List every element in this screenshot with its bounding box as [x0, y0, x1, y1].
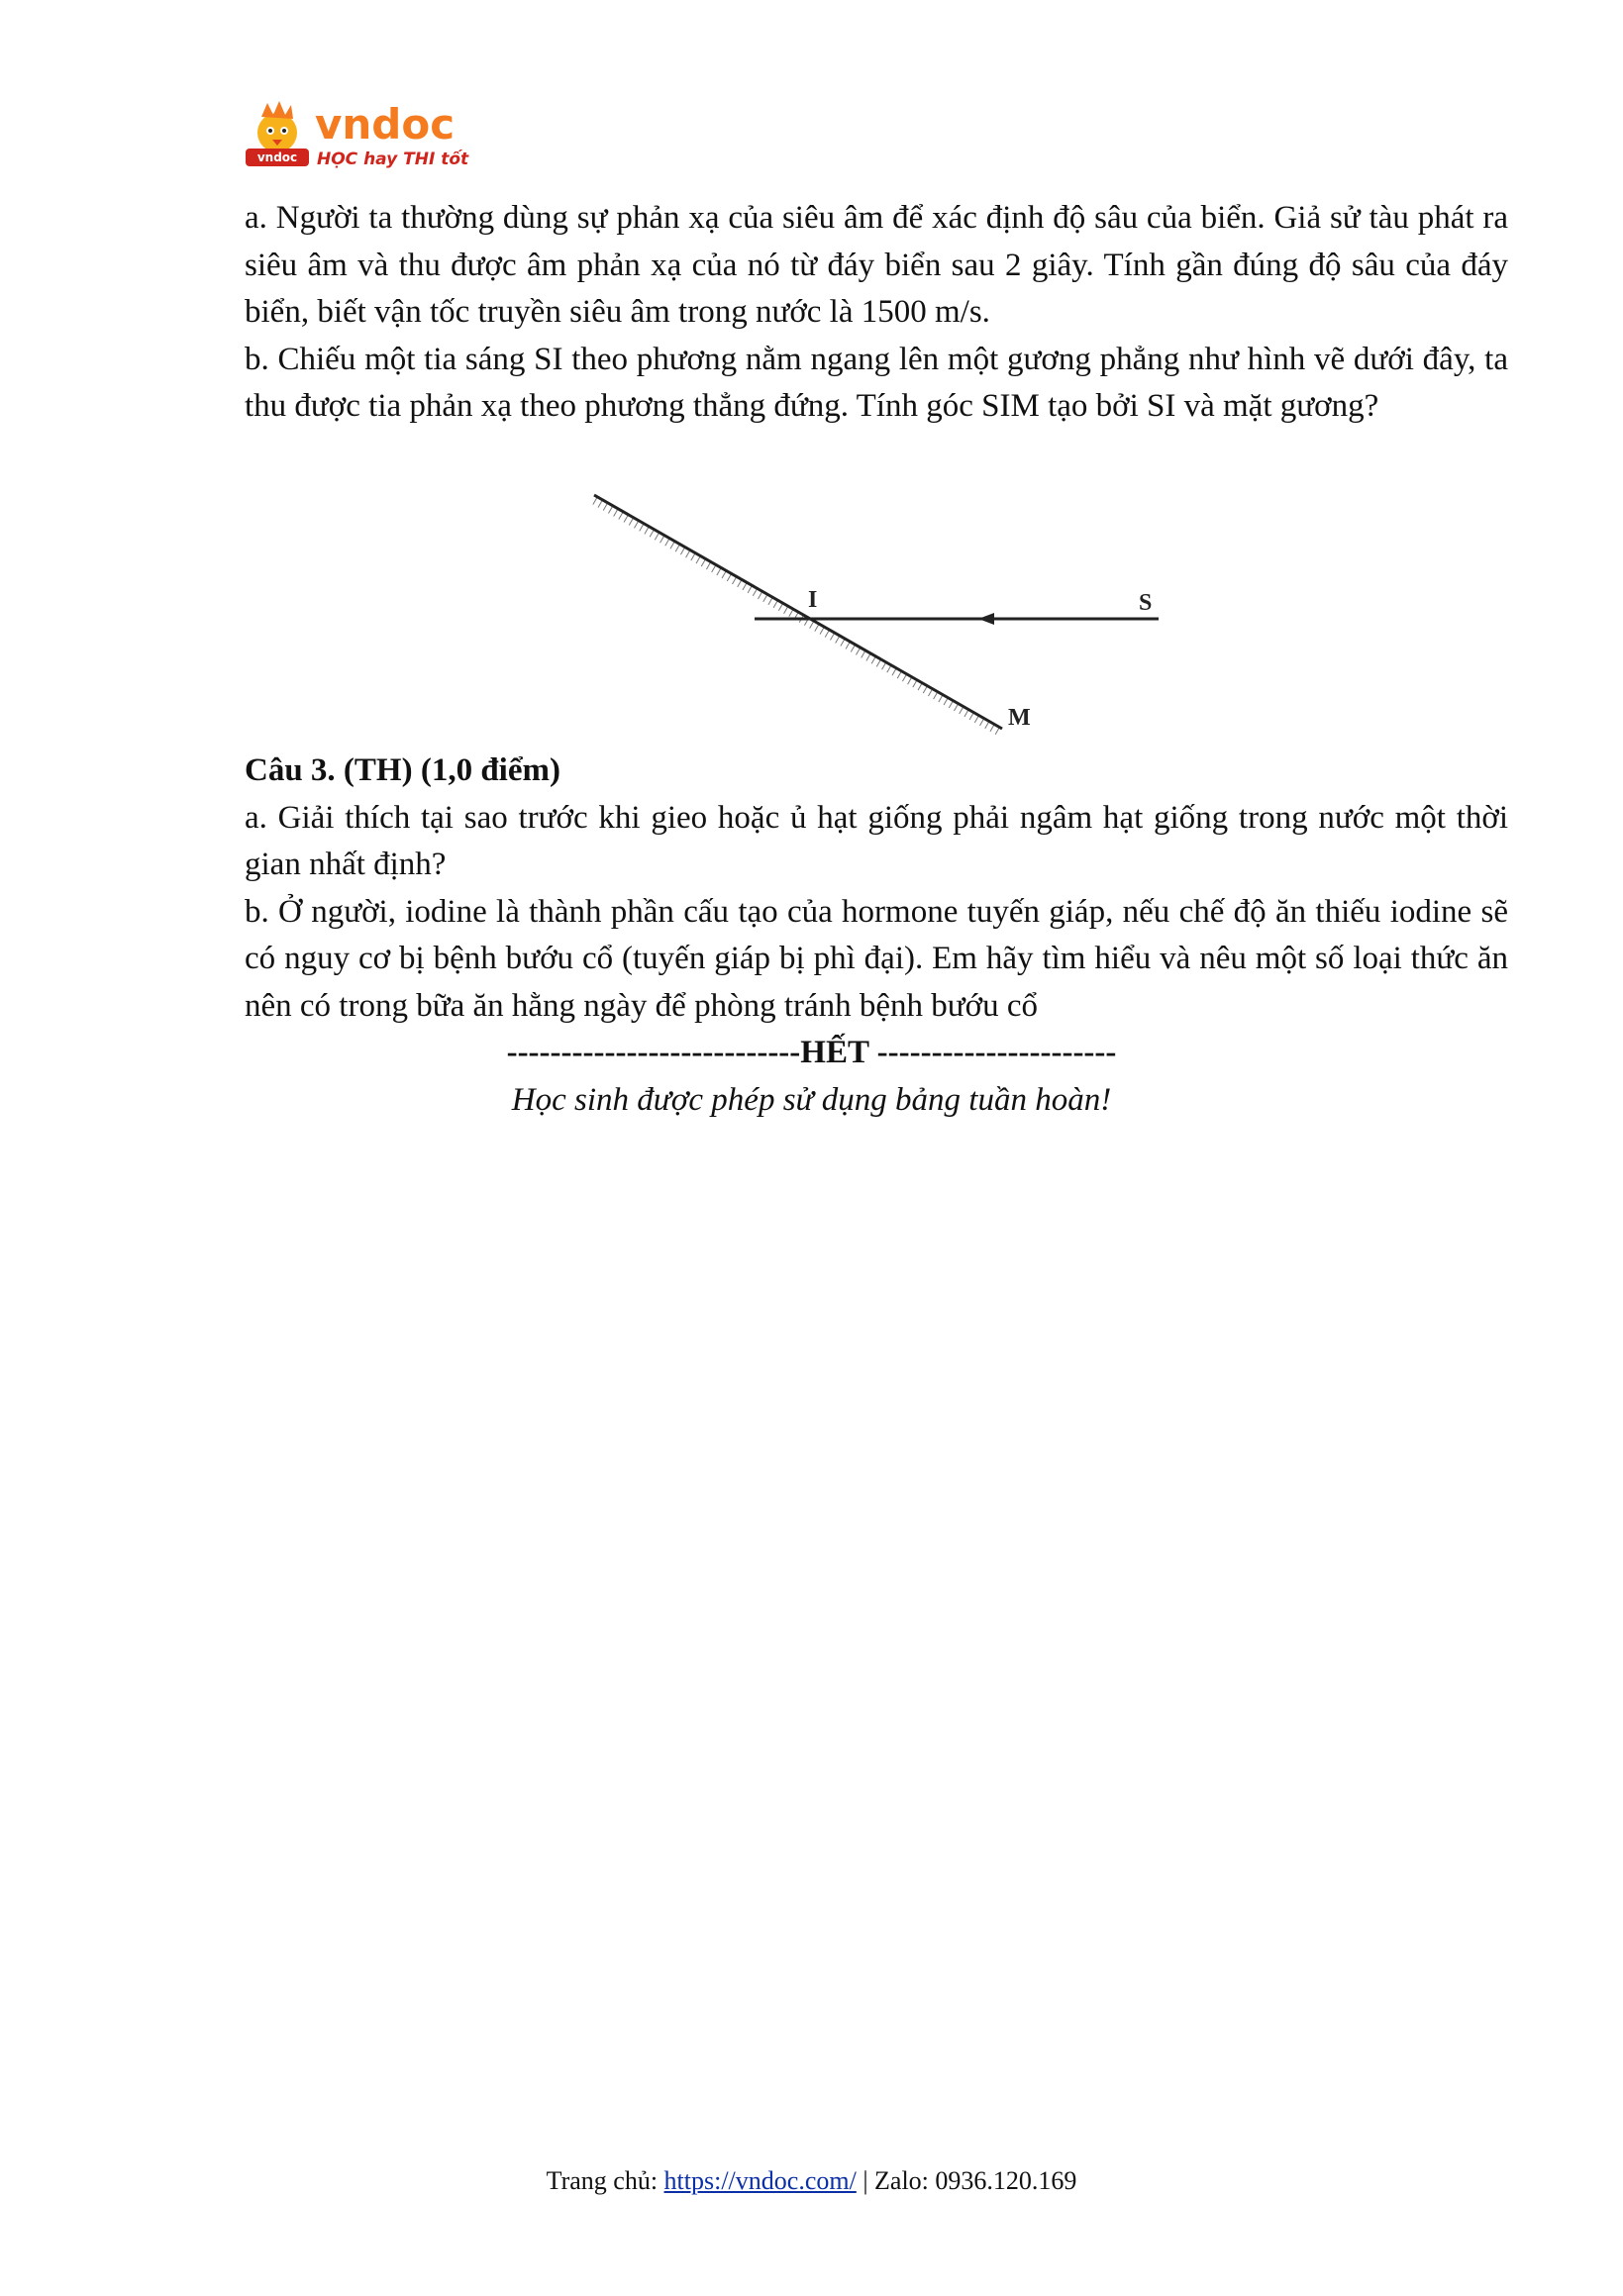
logo-slogan-text: HỌC hay THI tốt [317, 150, 469, 169]
logo-mascot-icon [244, 99, 481, 172]
page-footer [0, 2164, 1623, 2198]
mirror-hatching [590, 495, 1002, 737]
label-i: I [808, 587, 818, 613]
footer-homepage-link[interactable]: https://vndoc.com/ [663, 2166, 857, 2195]
footer-contact: | Zalo: 0936.120.169 [856, 2166, 1077, 2195]
mirror-line [594, 495, 1002, 729]
logo-badge-text: vndoc [256, 150, 298, 164]
question-2-part-b: b. Chiếu một tia sáng SI theo phương nằm ngang lên một gương phẳng như hình vẽ dưới đây, ta thu được tia phản xạ theo phương thẳng đứng. Tính góc SIM tạo bởi SI và mặt gương? [245, 341, 1508, 424]
question-3-block [245, 748, 1508, 1030]
question-2-part-a: a. Người ta thường dùng sự phản xạ của siêu âm để xác định độ sâu của biển. Giả sử tàu phát ra siêu âm và thu được âm phản xạ của nó từ đáy biển sau 2 giây. Tính gần đúng độ sâu của đáy biển, biết vận tốc truyền siêu âm trong nước là 1500 m/s. [245, 200, 1508, 330]
ray-arrow-icon [978, 613, 994, 625]
logo-brand-text: vndoc [315, 100, 456, 149]
vndoc-logo[interactable] [244, 99, 481, 172]
question-2-block [245, 195, 1508, 431]
label-s: S [1139, 590, 1153, 616]
label-m: M [1008, 705, 1031, 731]
end-divider: ---------------------------HẾT ---------------------- [506, 1035, 1117, 1070]
question-3-heading: Câu 3. (TH) (1,0 điểm) [245, 752, 560, 788]
mirror-reflection-diagram [584, 483, 1178, 741]
question-3-part-b: b. Ở người, iodine là thành phần cấu tạo của hormone tuyến giáp, nếu chế độ ăn thiếu iodine sẽ có nguy cơ bị bệnh bướu cổ (tuyến giáp bị phì đại). Em hãy tìm hiểu và nêu một số loại thức ăn nên có trong bữa ăn hằng ngày để phòng tránh bệnh bướu cổ [245, 893, 1508, 1024]
footer-prefix: Trang chủ: [546, 2166, 664, 2195]
question-3-part-a: a. Giải thích tại sao trước khi gieo hoặc ủ hạt giống phải ngâm hạt giống trong nước một thời gian nhất định? [245, 799, 1508, 882]
end-note: Học sinh được phép sử dụng bảng tuần hoàn! [511, 1082, 1112, 1118]
